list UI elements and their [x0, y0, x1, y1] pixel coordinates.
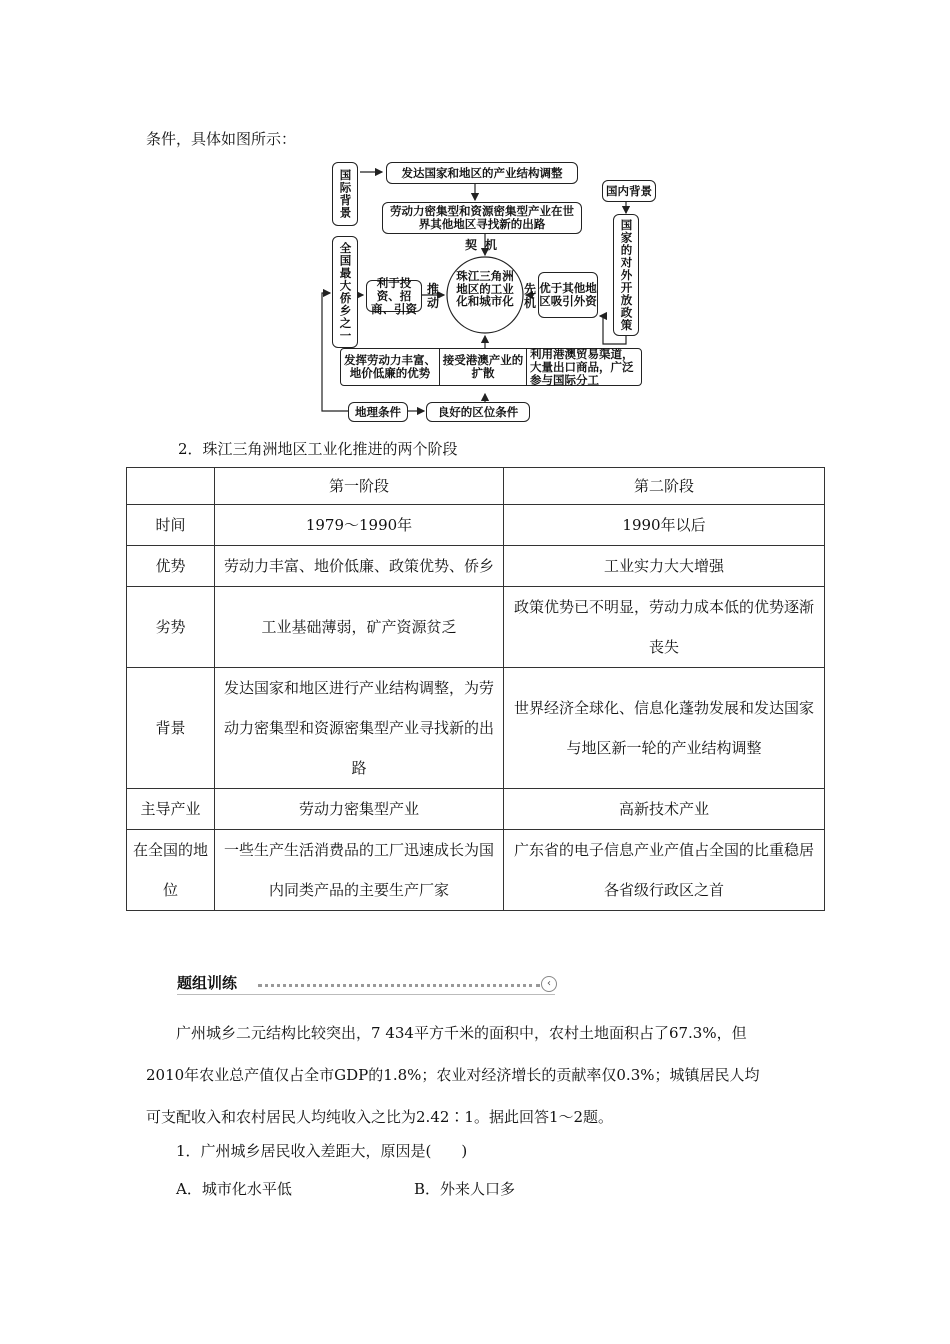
table-row [127, 505, 825, 546]
table-header: 第一阶段 [215, 468, 504, 505]
table-header-row [127, 468, 825, 505]
table-row [127, 668, 825, 789]
push-label: 推动 [426, 282, 439, 310]
attract-box: 优于其他地区吸引外资 [538, 272, 598, 318]
first-stage-cell: 劳动力密集型产业 [215, 789, 504, 830]
table-row [127, 587, 825, 668]
qiaoxiang-box: 全国最大侨乡之一 [332, 236, 358, 348]
first-stage-cell: 工业基础薄弱，矿产资源贫乏 [215, 587, 504, 668]
row-label: 背景 [127, 668, 215, 789]
labor-capital-box: 劳动力密集型和资源密集型产业在世界其他地区寻找新的出路 [382, 202, 582, 234]
developed-adjust-box: 发达国家和地区的产业结构调整 [386, 162, 578, 184]
title-underline [177, 994, 555, 995]
chevron-left-icon: ‹ [541, 976, 557, 992]
stages-table [126, 467, 825, 911]
question-1: 1．广州城乡居民收入差距大，原因是( ) [176, 1142, 468, 1160]
title-dots-divider [258, 984, 540, 987]
second-stage-cell: 1990年以后 [504, 505, 825, 546]
table-row [127, 546, 825, 587]
intro-text: 条件，具体如图所示： [146, 130, 297, 148]
passage-line-3: 可支配收入和农村居民人均纯收入之比为2.42∶1。据此回答1～2题。 [146, 1108, 614, 1126]
passage-line-2: 2010年农业总产值仅占全市GDP的1.8%；农业对经济增长的贡献率仅0.3%；城镇居民人均 [146, 1066, 760, 1084]
first-stage-cell: 1979～1990年 [215, 505, 504, 546]
option-b: B．外来人口多 [414, 1180, 516, 1198]
first-stage-cell: 劳动力丰富、地价低廉、政策优势、侨乡 [215, 546, 504, 587]
second-stage-cell: 工业实力大大增强 [504, 546, 825, 587]
hk-macau-box: 接受港澳产业的扩散 [439, 348, 527, 386]
row-label: 主导产业 [127, 789, 215, 830]
second-stage-cell: 世界经济全球化、信息化蓬勃发展和发达国家与地区新一轮的产业结构调整 [504, 668, 825, 789]
row-label: 在全国的地位 [127, 830, 215, 911]
practice-title: 题组训练 [177, 974, 238, 992]
passage-line-1: 广州城乡二元结构比较突出，7 434平方千米的面积中，农村土地面积占了67.3%，但 [176, 1024, 747, 1042]
intl-bg-box: 国际背景 [332, 162, 358, 226]
trade-box: 利用港澳贸易渠道，大量出口商品，广泛参与国际分工 [526, 348, 642, 386]
second-stage-cell: 高新技术产业 [504, 789, 825, 830]
opening-policy-box: 国家的对外开放政策 [613, 214, 639, 336]
first-mover-label: 先机 [523, 282, 536, 310]
row-label: 劣势 [127, 587, 215, 668]
geo-cond-box: 地理条件 [348, 402, 408, 422]
second-stage-cell: 政策优势已不明显，劳动力成本低的优势逐渐丧失 [504, 587, 825, 668]
first-stage-cell: 一些生产生活消费品的工厂迅速成长为国内同类产品的主要生产厂家 [215, 830, 504, 911]
first-stage-cell: 发达国家和地区进行产业结构调整，为劳动力密集型和资源密集型产业寻找新的出路 [215, 668, 504, 789]
option-a: A．城市化水平低 [176, 1180, 292, 1198]
table-header: 第二阶段 [504, 468, 825, 505]
section-2-title: 2．珠江三角洲地区工业化推进的两个阶段 [178, 440, 458, 458]
opportunity-label: 契机 [464, 238, 505, 252]
table-header [127, 468, 215, 505]
domestic-bg-box: 国内背景 [602, 180, 656, 202]
second-stage-cell: 广东省的电子信息产业产值占全国的比重稳居各省级行政区之首 [504, 830, 825, 911]
flow-diagram [320, 158, 660, 426]
center-label: 珠江三角洲地区的工业化和城市化 [456, 269, 514, 308]
row-label: 优势 [127, 546, 215, 587]
row-label: 时间 [127, 505, 215, 546]
table-row [127, 789, 825, 830]
labor-adv-box: 发挥劳动力丰富、地价低廉的优势 [340, 348, 440, 386]
invest-box: 利于投资、招商、引资 [366, 280, 422, 312]
table-row [127, 830, 825, 911]
location-box: 良好的区位条件 [426, 402, 530, 422]
